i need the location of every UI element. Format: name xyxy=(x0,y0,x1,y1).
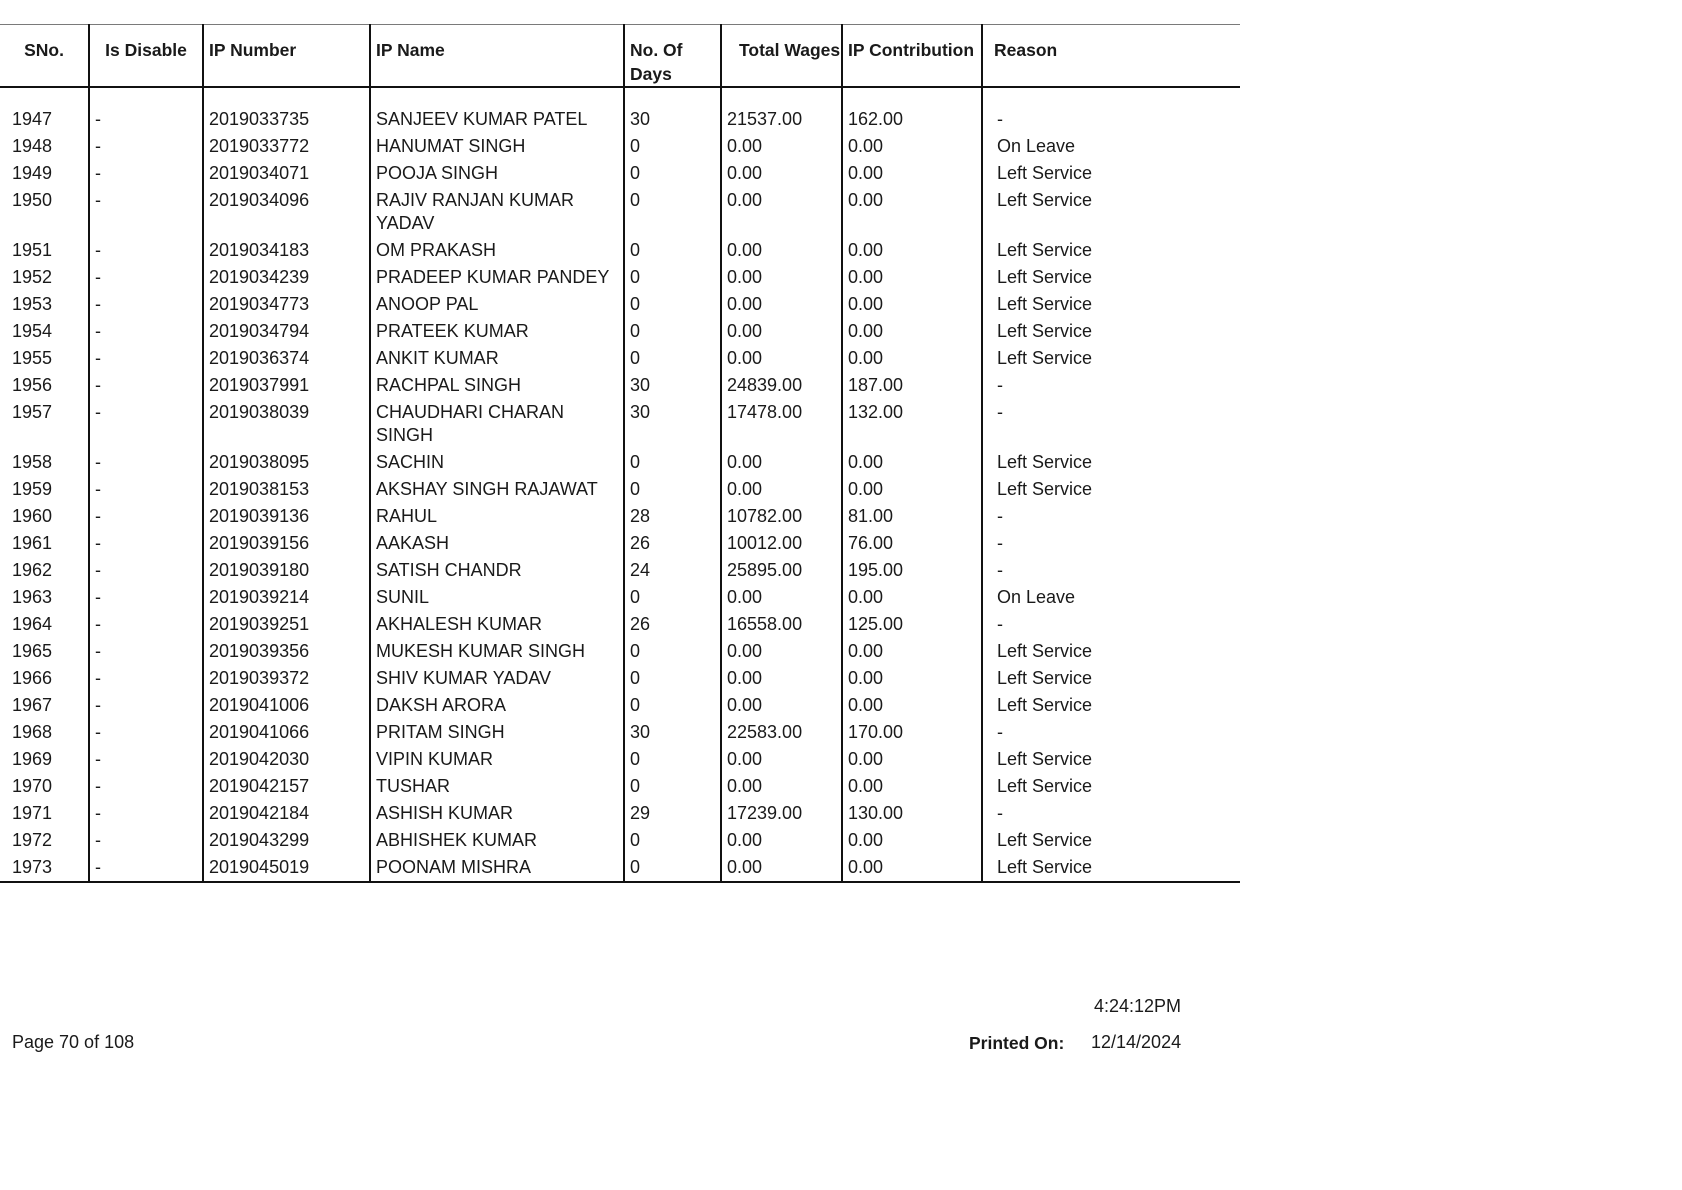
printed-time: 4:24:12PM xyxy=(1093,996,1181,1016)
cell-total-wages: 0.00 xyxy=(721,447,842,474)
cell-sno: 1970 xyxy=(12,776,53,796)
cell-total-wages: 0.00 xyxy=(721,474,842,501)
cell-ip-number: 2019042030 xyxy=(203,744,370,771)
cell-sno: 1955 xyxy=(12,348,53,368)
cell-ip-contribution: 0.00 xyxy=(842,474,982,501)
table-row xyxy=(0,501,1240,528)
cell-ip-name: RAHUL xyxy=(370,501,624,528)
cell-days: 0 xyxy=(624,289,721,316)
cell-sno: 1954 xyxy=(12,321,53,341)
cell-ip-number: 2019039136 xyxy=(203,501,370,528)
cell-days: 0 xyxy=(624,343,721,370)
cell-ip-number: 2019038153 xyxy=(203,474,370,501)
cell-days: 0 xyxy=(624,185,721,235)
cell-ip-contribution: 125.00 xyxy=(842,609,982,636)
cell-is-disable: - xyxy=(89,289,203,316)
cell-ip-contribution: 0.00 xyxy=(842,663,982,690)
cell-ip-number: 2019042157 xyxy=(203,771,370,798)
cell-ip-name: ASHISH KUMAR xyxy=(370,798,624,825)
cell-ip-contribution: 0.00 xyxy=(842,316,982,343)
cell-days: 29 xyxy=(624,798,721,825)
cell-ip-number: 2019034773 xyxy=(203,289,370,316)
cell-ip-contribution: 0.00 xyxy=(842,771,982,798)
cell-total-wages: 16558.00 xyxy=(721,609,842,636)
table-row xyxy=(0,235,1240,262)
cell-is-disable: - xyxy=(89,690,203,717)
cell-total-wages: 0.00 xyxy=(721,663,842,690)
cell-reason: Left Service xyxy=(982,825,1240,852)
cell-reason: - xyxy=(982,609,1240,636)
cell-reason: Left Service xyxy=(982,235,1240,262)
cell-sno: 1951 xyxy=(12,240,53,260)
cell-ip-contribution: 187.00 xyxy=(842,370,982,397)
cell-total-wages: 10012.00 xyxy=(721,528,842,555)
cell-ip-number: 2019039180 xyxy=(203,555,370,582)
cell-ip-name: HANUMAT SINGH xyxy=(370,131,624,158)
cell-total-wages: 21537.00 xyxy=(721,87,842,131)
cell-ip-name: SANJEEV KUMAR PATEL xyxy=(370,87,624,131)
cell-sno: 1950 xyxy=(12,190,53,210)
table-row xyxy=(0,289,1240,316)
cell-is-disable: - xyxy=(89,316,203,343)
cell-ip-contribution: 170.00 xyxy=(842,717,982,744)
cell-is-disable: - xyxy=(89,131,203,158)
cell-is-disable: - xyxy=(89,262,203,289)
cell-sno: 1963 xyxy=(12,587,53,607)
cell-days: 0 xyxy=(624,771,721,798)
table-row xyxy=(0,131,1240,158)
table-row xyxy=(0,582,1240,609)
cell-sno: 1961 xyxy=(12,533,53,553)
cell-ip-contribution: 0.00 xyxy=(842,131,982,158)
cell-days: 0 xyxy=(624,852,721,882)
cell-reason: Left Service xyxy=(982,185,1240,235)
cell-sno: 1960 xyxy=(12,506,53,526)
cell-ip-number: 2019033735 xyxy=(203,87,370,131)
cell-ip-number: 2019038095 xyxy=(203,447,370,474)
cell-days: 30 xyxy=(624,397,721,447)
cell-ip-name: RAJIV RANJAN KUMAR YADAV xyxy=(370,185,624,235)
cell-total-wages: 17239.00 xyxy=(721,798,842,825)
cell-sno: 1959 xyxy=(12,479,53,499)
cell-is-disable: - xyxy=(89,343,203,370)
cell-reason: Left Service xyxy=(982,158,1240,185)
cell-ip-name: VIPIN KUMAR xyxy=(370,744,624,771)
table-row xyxy=(0,474,1240,501)
cell-ip-number: 2019037991 xyxy=(203,370,370,397)
cell-total-wages: 0.00 xyxy=(721,343,842,370)
cell-days: 26 xyxy=(624,528,721,555)
cell-days: 0 xyxy=(624,262,721,289)
cell-ip-name: CHAUDHARI CHARAN SINGH xyxy=(370,397,624,447)
cell-ip-contribution: 0.00 xyxy=(842,636,982,663)
cell-ip-contribution: 0.00 xyxy=(842,447,982,474)
cell-total-wages: 0.00 xyxy=(721,771,842,798)
cell-reason: - xyxy=(982,528,1240,555)
cell-total-wages: 0.00 xyxy=(721,262,842,289)
cell-days: 28 xyxy=(624,501,721,528)
cell-sno: 1967 xyxy=(12,695,53,715)
cell-sno: 1964 xyxy=(12,614,53,634)
cell-ip-number: 2019039372 xyxy=(203,663,370,690)
cell-ip-contribution: 0.00 xyxy=(842,825,982,852)
cell-is-disable: - xyxy=(89,235,203,262)
cell-is-disable: - xyxy=(89,474,203,501)
cell-total-wages: 0.00 xyxy=(721,852,842,882)
cell-ip-name: AAKASH xyxy=(370,528,624,555)
cell-sno: 1949 xyxy=(12,163,53,183)
cell-days: 0 xyxy=(624,447,721,474)
cell-ip-contribution: 0.00 xyxy=(842,690,982,717)
table-row xyxy=(0,690,1240,717)
table-row xyxy=(0,262,1240,289)
cell-ip-contribution: 0.00 xyxy=(842,158,982,185)
cell-ip-name: DAKSH ARORA xyxy=(370,690,624,717)
cell-reason: - xyxy=(982,798,1240,825)
table-row xyxy=(0,370,1240,397)
cell-ip-name: AKSHAY SINGH RAJAWAT xyxy=(370,474,624,501)
cell-ip-name: MUKESH KUMAR SINGH xyxy=(370,636,624,663)
cell-ip-name: POONAM MISHRA xyxy=(370,852,624,882)
cell-total-wages: 24839.00 xyxy=(721,370,842,397)
printed-on-label: Printed On: xyxy=(969,1033,1065,1053)
table-header xyxy=(0,25,1240,88)
cell-ip-name: ABHISHEK KUMAR xyxy=(370,825,624,852)
cell-reason: Left Service xyxy=(982,690,1240,717)
cell-days: 0 xyxy=(624,663,721,690)
cell-sno: 1965 xyxy=(12,641,53,661)
cell-is-disable: - xyxy=(89,370,203,397)
cell-is-disable: - xyxy=(89,528,203,555)
cell-ip-contribution: 162.00 xyxy=(842,87,982,131)
cell-reason: - xyxy=(982,501,1240,528)
cell-sno: 1948 xyxy=(12,136,53,156)
cell-ip-name: AKHALESH KUMAR xyxy=(370,609,624,636)
cell-total-wages: 0.00 xyxy=(721,636,842,663)
cell-is-disable: - xyxy=(89,555,203,582)
cell-ip-contribution: 130.00 xyxy=(842,798,982,825)
table-row xyxy=(0,316,1240,343)
table-row xyxy=(0,636,1240,663)
cell-total-wages: 0.00 xyxy=(721,235,842,262)
cell-ip-name: SHIV KUMAR YADAV xyxy=(370,663,624,690)
cell-days: 0 xyxy=(624,235,721,262)
cell-days: 0 xyxy=(624,316,721,343)
cell-ip-number: 2019038039 xyxy=(203,397,370,447)
cell-reason: Left Service xyxy=(982,663,1240,690)
cell-days: 0 xyxy=(624,474,721,501)
cell-ip-name: PRATEEK KUMAR xyxy=(370,316,624,343)
cell-sno: 1969 xyxy=(12,749,53,769)
cell-ip-number: 2019042184 xyxy=(203,798,370,825)
cell-ip-number: 2019036374 xyxy=(203,343,370,370)
cell-sno: 1973 xyxy=(12,857,53,877)
table-row xyxy=(0,555,1240,582)
contribution-table xyxy=(0,24,1240,883)
cell-ip-contribution: 0.00 xyxy=(842,343,982,370)
cell-reason: Left Service xyxy=(982,289,1240,316)
cell-total-wages: 17478.00 xyxy=(721,397,842,447)
cell-ip-number: 2019034183 xyxy=(203,235,370,262)
cell-ip-number: 2019034071 xyxy=(203,158,370,185)
cell-sno: 1962 xyxy=(12,560,53,580)
header-sno: SNo. xyxy=(24,40,64,60)
cell-days: 0 xyxy=(624,825,721,852)
cell-days: 0 xyxy=(624,131,721,158)
cell-days: 0 xyxy=(624,744,721,771)
cell-total-wages: 25895.00 xyxy=(721,555,842,582)
cell-ip-number: 2019039156 xyxy=(203,528,370,555)
cell-days: 0 xyxy=(624,158,721,185)
cell-is-disable: - xyxy=(89,582,203,609)
cell-is-disable: - xyxy=(89,717,203,744)
cell-sno: 1972 xyxy=(12,830,53,850)
cell-ip-name: OM PRAKASH xyxy=(370,235,624,262)
cell-reason: Left Service xyxy=(982,262,1240,289)
cell-ip-name: RACHPAL SINGH xyxy=(370,370,624,397)
table-row xyxy=(0,447,1240,474)
cell-sno: 1968 xyxy=(12,722,53,742)
cell-total-wages: 0.00 xyxy=(721,185,842,235)
cell-ip-contribution: 0.00 xyxy=(842,852,982,882)
cell-sno: 1966 xyxy=(12,668,53,688)
cell-total-wages: 0.00 xyxy=(721,582,842,609)
cell-reason: Left Service xyxy=(982,447,1240,474)
cell-ip-number: 2019033772 xyxy=(203,131,370,158)
cell-ip-contribution: 0.00 xyxy=(842,289,982,316)
cell-total-wages: 0.00 xyxy=(721,316,842,343)
cell-ip-name: POOJA SINGH xyxy=(370,158,624,185)
cell-sno: 1952 xyxy=(12,267,53,287)
header-total-wages: Total Wages xyxy=(721,25,842,88)
cell-reason: - xyxy=(982,87,1240,131)
header-ip-contribution: IP Contribution xyxy=(842,25,982,88)
cell-total-wages: 0.00 xyxy=(721,825,842,852)
cell-days: 30 xyxy=(624,370,721,397)
cell-days: 0 xyxy=(624,690,721,717)
cell-ip-number: 2019034794 xyxy=(203,316,370,343)
cell-total-wages: 10782.00 xyxy=(721,501,842,528)
cell-reason: On Leave xyxy=(982,582,1240,609)
cell-sno: 1953 xyxy=(12,294,53,314)
page-number: Page 70 of 108 xyxy=(12,1032,135,1052)
cell-total-wages: 0.00 xyxy=(721,744,842,771)
cell-is-disable: - xyxy=(89,663,203,690)
cell-sno: 1958 xyxy=(12,452,53,472)
cell-is-disable: - xyxy=(89,185,203,235)
cell-ip-name: PRITAM SINGH xyxy=(370,717,624,744)
cell-ip-number: 2019039214 xyxy=(203,582,370,609)
cell-ip-number: 2019045019 xyxy=(203,852,370,882)
cell-total-wages: 0.00 xyxy=(721,289,842,316)
cell-days: 0 xyxy=(624,636,721,663)
cell-is-disable: - xyxy=(89,771,203,798)
cell-ip-contribution: 0.00 xyxy=(842,262,982,289)
cell-days: 24 xyxy=(624,555,721,582)
cell-is-disable: - xyxy=(89,825,203,852)
printed-date: 12/14/2024 xyxy=(1091,1032,1182,1052)
table-row xyxy=(0,663,1240,690)
table-body xyxy=(0,87,1240,882)
cell-reason: - xyxy=(982,717,1240,744)
cell-ip-name: SUNIL xyxy=(370,582,624,609)
cell-ip-contribution: 195.00 xyxy=(842,555,982,582)
cell-ip-contribution: 0.00 xyxy=(842,582,982,609)
cell-reason: Left Service xyxy=(982,852,1240,882)
header-reason: Reason xyxy=(982,25,1240,88)
cell-reason: - xyxy=(982,397,1240,447)
table-row xyxy=(0,397,1240,447)
table-row xyxy=(0,717,1240,744)
cell-reason: Left Service xyxy=(982,771,1240,798)
cell-sno: 1956 xyxy=(12,375,53,395)
table-row xyxy=(0,771,1240,798)
table-row xyxy=(0,744,1240,771)
cell-ip-name: ANOOP PAL xyxy=(370,289,624,316)
cell-reason: Left Service xyxy=(982,474,1240,501)
cell-reason: On Leave xyxy=(982,131,1240,158)
cell-ip-contribution: 0.00 xyxy=(842,185,982,235)
cell-ip-contribution: 81.00 xyxy=(842,501,982,528)
cell-days: 30 xyxy=(624,717,721,744)
table-row xyxy=(0,185,1240,235)
header-ip-number: IP Number xyxy=(203,25,370,88)
cell-ip-number: 2019034096 xyxy=(203,185,370,235)
cell-reason: Left Service xyxy=(982,636,1240,663)
header-row xyxy=(0,25,1240,88)
cell-ip-number: 2019039251 xyxy=(203,609,370,636)
table-row xyxy=(0,87,1240,131)
cell-sno: 1971 xyxy=(12,803,53,823)
cell-is-disable: - xyxy=(89,636,203,663)
cell-ip-name: ANKIT KUMAR xyxy=(370,343,624,370)
cell-total-wages: 0.00 xyxy=(721,131,842,158)
cell-is-disable: - xyxy=(89,87,203,131)
cell-reason: Left Service xyxy=(982,316,1240,343)
cell-total-wages: 0.00 xyxy=(721,158,842,185)
cell-ip-number: 2019039356 xyxy=(203,636,370,663)
cell-days: 30 xyxy=(624,87,721,131)
cell-reason: - xyxy=(982,555,1240,582)
cell-total-wages: 22583.00 xyxy=(721,717,842,744)
table-row xyxy=(0,528,1240,555)
cell-is-disable: - xyxy=(89,798,203,825)
cell-is-disable: - xyxy=(89,852,203,882)
cell-ip-contribution: 0.00 xyxy=(842,235,982,262)
header-days: No. Of Days xyxy=(624,25,721,88)
cell-is-disable: - xyxy=(89,744,203,771)
cell-ip-number: 2019043299 xyxy=(203,825,370,852)
cell-ip-number: 2019041006 xyxy=(203,690,370,717)
cell-reason: - xyxy=(982,370,1240,397)
table-row xyxy=(0,798,1240,825)
cell-ip-name: SATISH CHANDR xyxy=(370,555,624,582)
cell-total-wages: 0.00 xyxy=(721,690,842,717)
table-row xyxy=(0,825,1240,852)
cell-ip-number: 2019034239 xyxy=(203,262,370,289)
cell-reason: Left Service xyxy=(982,744,1240,771)
table-row xyxy=(0,343,1240,370)
cell-ip-name: SACHIN xyxy=(370,447,624,474)
cell-is-disable: - xyxy=(89,447,203,474)
header-is-disable: Is Disable xyxy=(89,25,203,88)
table-row xyxy=(0,852,1240,882)
cell-days: 26 xyxy=(624,609,721,636)
header-ip-name: IP Name xyxy=(370,25,624,88)
table-row xyxy=(0,158,1240,185)
cell-ip-contribution: 76.00 xyxy=(842,528,982,555)
cell-is-disable: - xyxy=(89,501,203,528)
cell-ip-contribution: 0.00 xyxy=(842,744,982,771)
cell-ip-name: TUSHAR xyxy=(370,771,624,798)
cell-reason: Left Service xyxy=(982,343,1240,370)
cell-ip-number: 2019041066 xyxy=(203,717,370,744)
table-row xyxy=(0,609,1240,636)
cell-ip-name: PRADEEP KUMAR PANDEY xyxy=(370,262,624,289)
cell-is-disable: - xyxy=(89,158,203,185)
cell-sno: 1947 xyxy=(12,109,53,129)
cell-sno: 1957 xyxy=(12,402,53,422)
cell-ip-contribution: 132.00 xyxy=(842,397,982,447)
cell-days: 0 xyxy=(624,582,721,609)
cell-is-disable: - xyxy=(89,609,203,636)
cell-is-disable: - xyxy=(89,397,203,447)
